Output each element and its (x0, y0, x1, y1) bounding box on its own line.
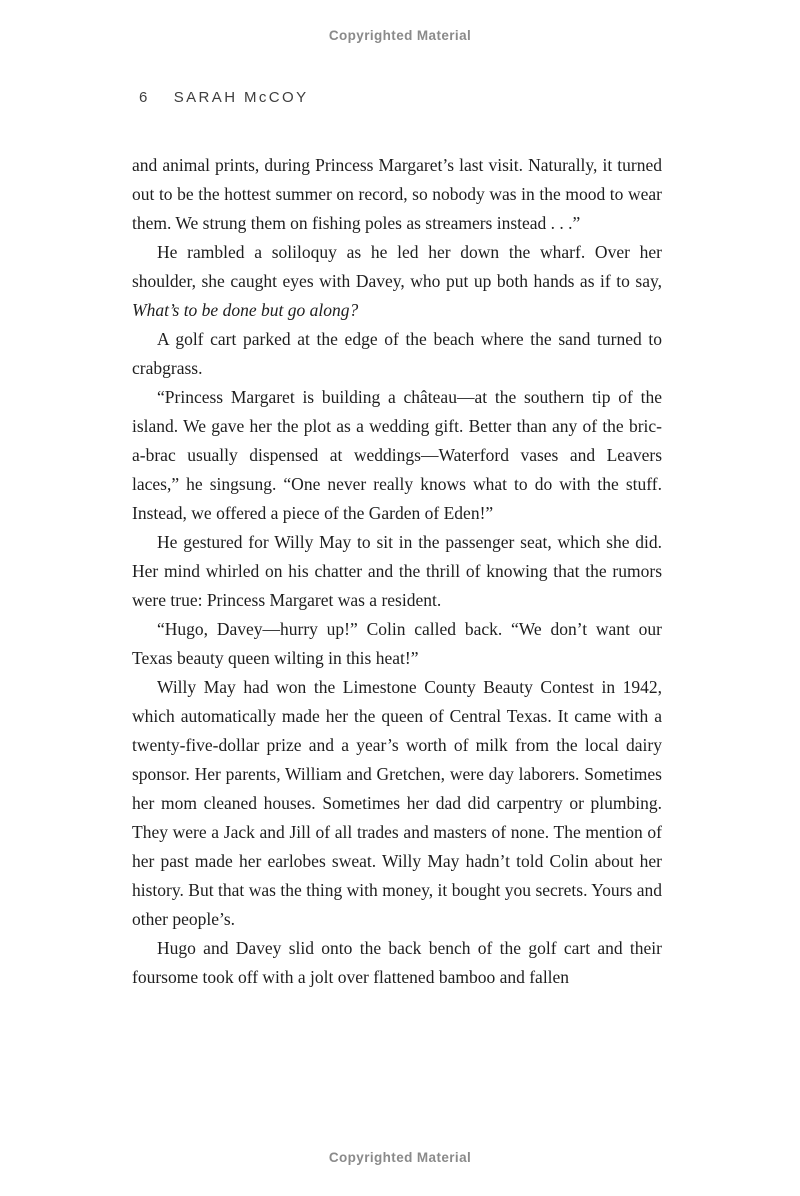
text-run: and animal prints, during Princess Margaret’s last visit. Naturally, it turned out to be the hottest summer on record, so nobody was in the mood to wear them. We strung them on fishing poles as streamers instead . . .” (132, 155, 662, 233)
author-name: SARAH McCOY (173, 89, 309, 106)
text-run: A golf cart parked at the edge of the beach where the sand turned to crabgrass. (132, 329, 662, 378)
paragraph (132, 673, 662, 934)
text-run: “Hugo, Davey—hurry up!” Colin called back. “We don’t want our Texas beauty queen wilting in this heat!” (132, 619, 662, 668)
copyright-notice-top: Copyrighted Material (328, 28, 472, 43)
text-run: Hugo and Davey slid onto the back bench of the golf cart and their foursome took off with a jolt over flattened bamboo and fallen (132, 938, 662, 987)
text-run: He gestured for Willy May to sit in the passenger seat, which she did. Her mind whirled on his chatter and the thrill of knowing that the rumors were true: Princess Margaret was a resident. (132, 532, 662, 610)
paragraph (132, 325, 662, 383)
page-body (132, 151, 662, 992)
text-run: “Princess Margaret is building a château—at the southern tip of the island. We gave her the plot as a wedding gift. Better than any of the bric-a-brac usually dispensed at weddings—Waterford vases and Leavers laces,” he singsung. “One never really knows what to do with the stuff. Instead, we offered a piece of the Garden of Eden!” (132, 387, 662, 523)
paragraph (132, 615, 662, 673)
copyright-notice-bottom: Copyrighted Material (328, 1150, 472, 1165)
paragraph (132, 528, 662, 615)
italic-text-run: What’s to be done but go along? (132, 300, 359, 320)
paragraph (132, 934, 662, 992)
paragraph (132, 383, 662, 528)
text-run: Willy May had won the Limestone County Beauty Contest in 1942, which automatically made her the queen of Central Texas. It came with a twenty-five-dollar prize and a year’s worth of milk from the local dairy sponsor. Her parents, William and Gretchen, were day laborers. Sometimes her mom cleaned houses. Sometimes her dad did carpentry or plumbing. They were a Jack and Jill of all trades and masters of none. The mention of her past made her earlobes sweat. Willy May hadn’t told Colin about her history. But that was the thing with money, it bought you secrets. Yours and other people’s. (132, 677, 662, 929)
text-run: He rambled a soliloquy as he led her down the wharf. Over her shoulder, she caught eyes with Davey, who put up both hands as if to say, (132, 242, 662, 291)
paragraph (132, 238, 662, 325)
page-number: 6 (139, 89, 150, 106)
paragraph (132, 151, 662, 238)
running-header (139, 89, 309, 106)
